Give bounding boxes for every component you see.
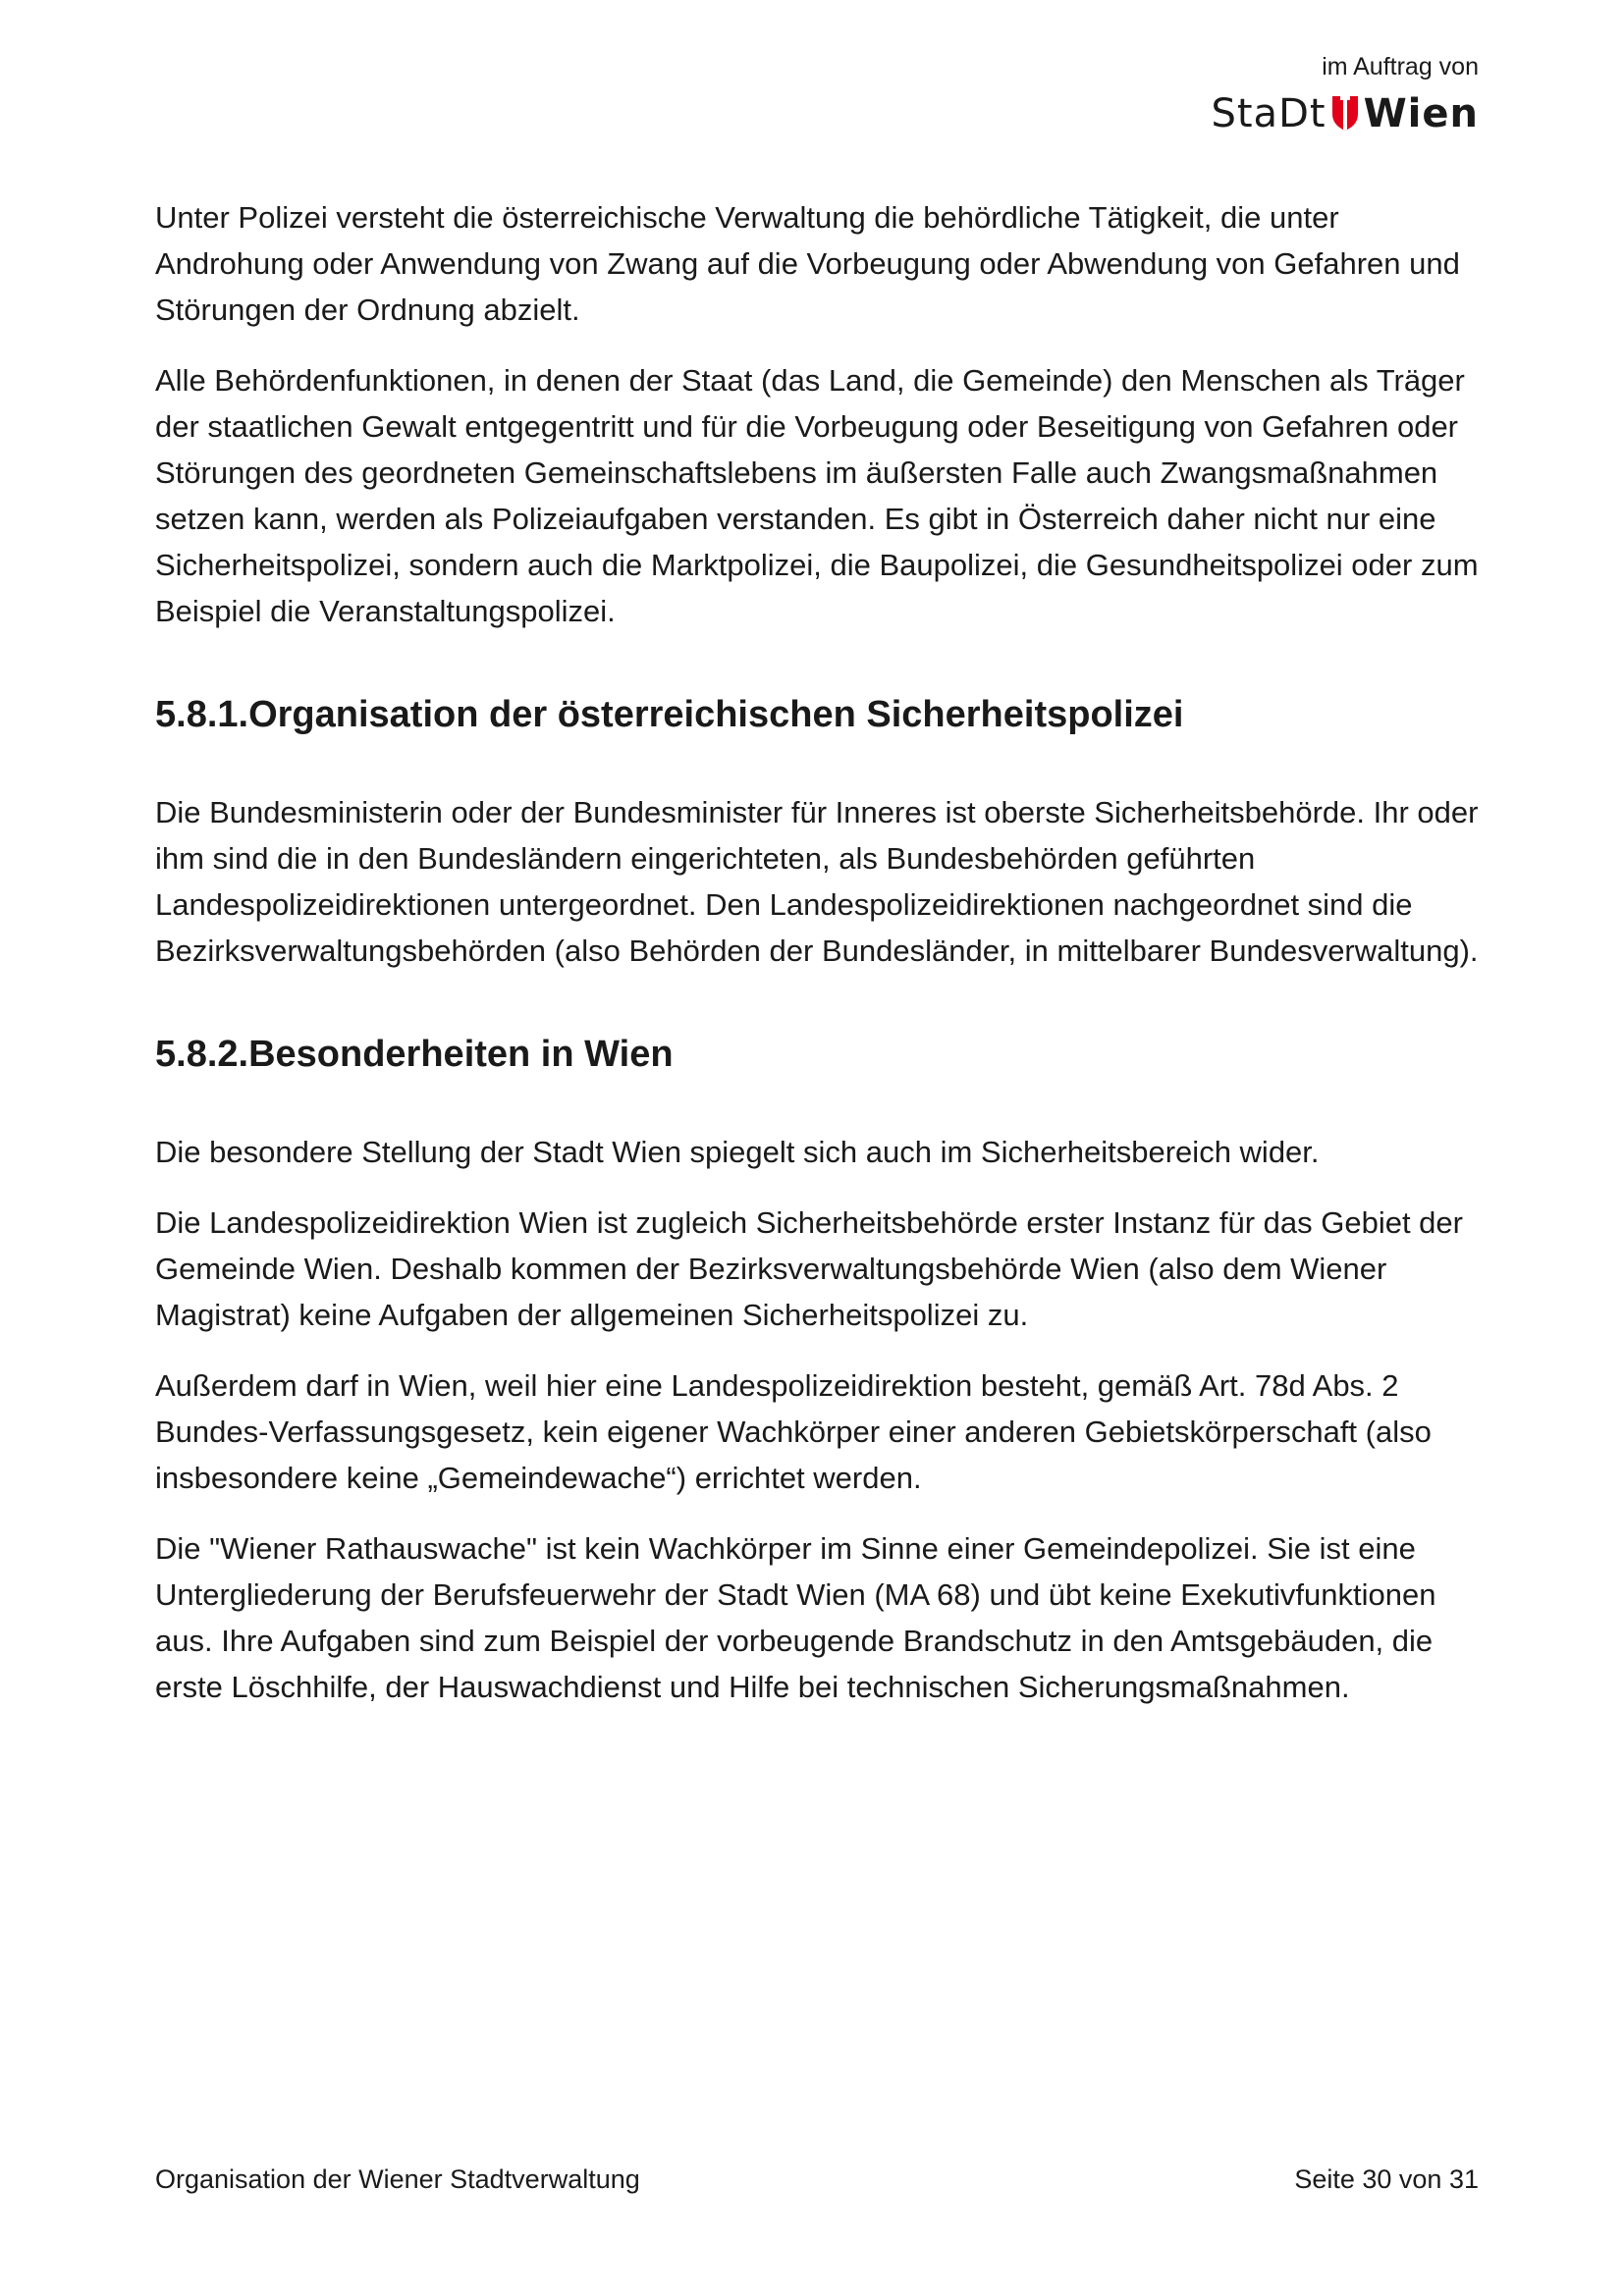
section-5-8-2-paragraph-2: Die Landespolizeidirektion Wien ist zugleich Sicherheitsbehörde erster Instanz für das Gebiet der Gemeinde Wien. Deshalb kommen der Bezirksverwaltungsbehörde Wien (also dem Wiener Magistrat) keine Aufgaben der allgemeinen Sicherheitspolizei zu. — [155, 1205, 1463, 1332]
footer-document-title: Organisation der Wiener Stadtverwaltung — [155, 2164, 640, 2194]
logo-text-right: Wien — [1363, 91, 1479, 136]
section-5-8-2-paragraph-3: Außerdem darf in Wien, weil hier eine Landespolizeidirektion besteht, gemäß Art. 78d Abs. 2 Bundes-Verfassungsgesetz, kein eigener Wachkörper einer anderen Gebietskörperschaft (also insbesondere keine „Gemeindewache“) errichtet werden. — [155, 1368, 1432, 1495]
section-5-8-2-paragraph-1: Die besondere Stellung der Stadt Wien spiegelt sich auch im Sicherheitsbereich wider. — [155, 1135, 1320, 1169]
page-header — [1211, 51, 1479, 135]
document-body — [155, 194, 1481, 1735]
intro-paragraph-2: Alle Behördenfunktionen, in denen der Staat (das Land, die Gemeinde) den Menschen als Träger der staatlichen Gewalt entgegentritt und für die Vorbeugung oder Beseitigung von Gefahren oder Störungen des geordneten Gemeinschaftslebens im äußersten Falle auch Zwangsmaßnahmen setzen kann, werden als Polizeiaufgaben verstanden. Es gibt in Österreich daher nicht nur eine Sicherheitspolizei, sondern auch die Marktpolizei, die Baupolizei, die Gesundheitspolizei oder zum Beispiel die Veranstaltungspolizei. — [155, 363, 1479, 628]
section-heading-5-8-2: 5.8.2.Besonderheiten in Wien — [155, 1034, 674, 1075]
logo-text-left: StaDt — [1211, 91, 1326, 136]
stadt-wien-logo — [1211, 92, 1479, 135]
header-caption: im Auftrag von — [1322, 53, 1479, 80]
section-5-8-2-paragraph-4: Die "Wiener Rathauswache" ist kein Wachkörper im Sinne einer Gemeindepolizei. Sie ist eine Untergliederung der Berufsfeuerwehr der Stadt Wien (MA 68) und übt keine Exekutivfunktionen aus. Ihre Aufgaben sind zum Beispiel der vorbeugende Brandschutz in den Amtsgebäuden, die erste Löschhilfe, der Hauswachdienst und Hilfe bei technischen Sicherungsmaßnahmen. — [155, 1531, 1436, 1704]
footer-page-number: Seite 30 von 31 — [1294, 2164, 1479, 2194]
intro-paragraph-1: Unter Polizei versteht die österreichische Verwaltung die behördliche Tätigkeit, die unter Androhung oder Anwendung von Zwang auf die Vorbeugung oder Abwendung von Gefahren und Störungen der Ordnung abzielt. — [155, 200, 1460, 327]
section-5-8-1-paragraph-1: Die Bundesministerin oder der Bundesminister für Inneres ist oberste Sicherheitsbehörde. Ihr oder ihm sind die in den Bundesländern eingerichteten, als Bundesbehörden geführten Landespolizeidirektionen untergeordnet. Den Landespolizeidirektionen nachgeordnet sind die Bezirksverwaltungsbehörden (also Behörden der Bundesländer, in mittelbarer Bundesverwaltung). — [155, 795, 1479, 968]
page-footer — [155, 2163, 1479, 2196]
wien-shield-icon — [1330, 96, 1360, 132]
section-heading-5-8-1: 5.8.1.Organisation der österreichischen Sicherheitspolizei — [155, 694, 1184, 735]
